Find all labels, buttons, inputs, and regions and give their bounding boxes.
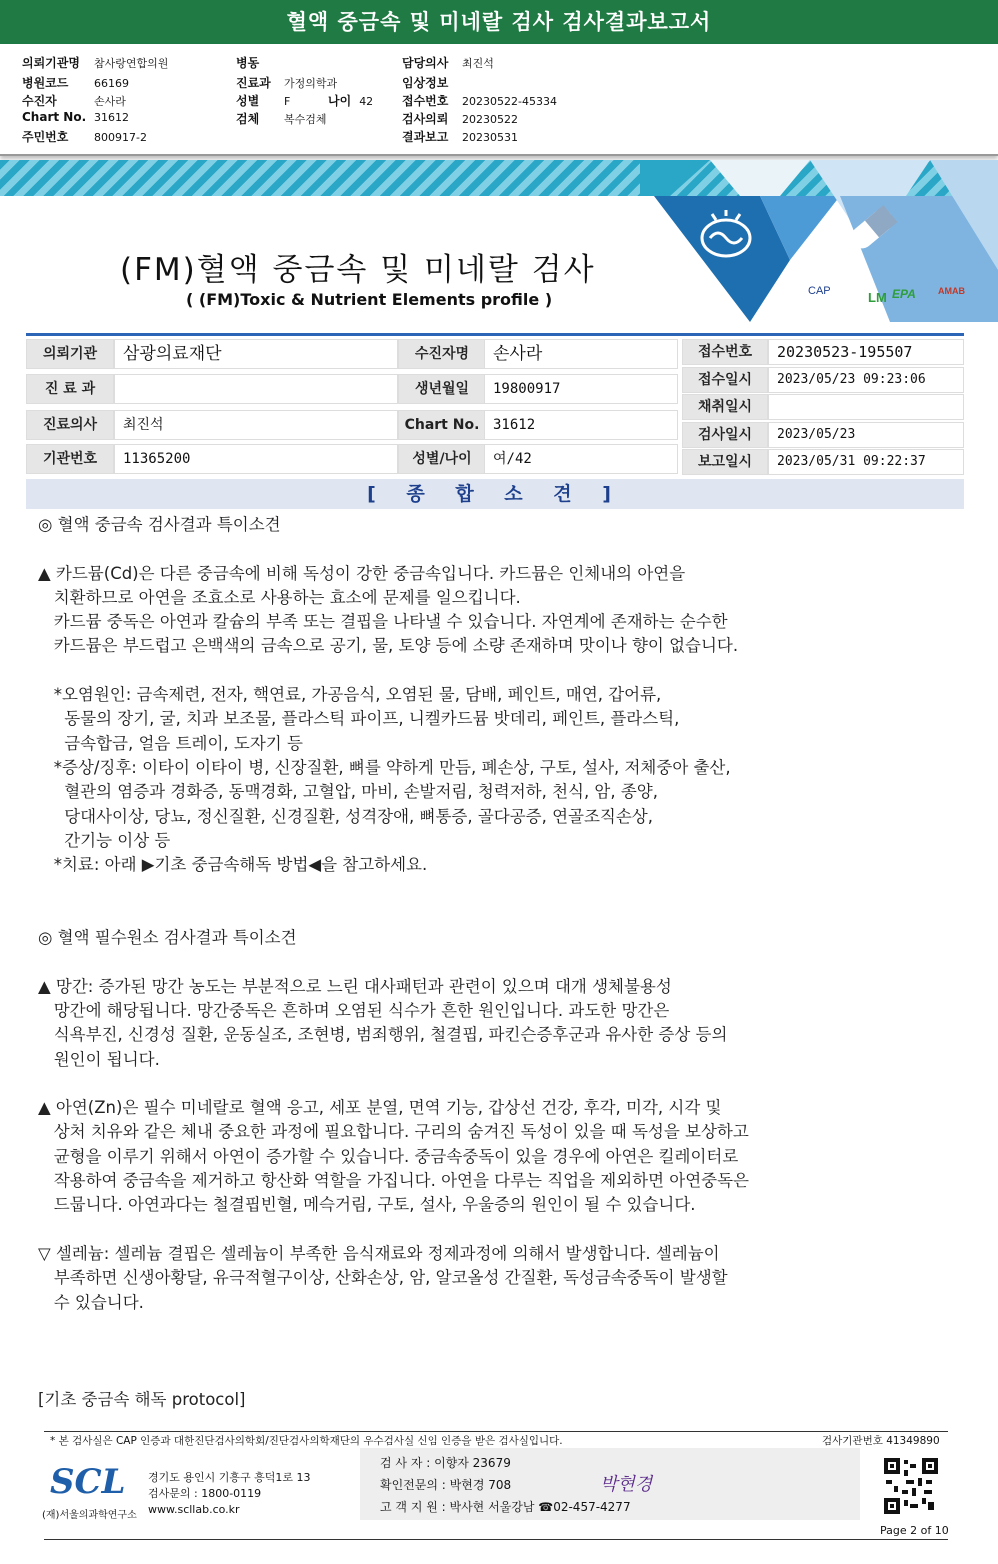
top-info-item: 검사의뢰 20230522 xyxy=(402,112,518,126)
body-line: 상처 치유와 같은 체내 중요한 과정에 필요합니다. 구리의 숨겨진 독성이 있을 때 독성을 보상하고 xyxy=(38,1122,749,1142)
body-line: 망간에 해당됩니다. 망간중독은 흔하며 오염된 식수가 흔한 원인입니다. 과도한 망간은 xyxy=(38,1000,670,1020)
report-title: (FM)혈액 중금속 및 미네랄 검사 xyxy=(120,252,596,288)
svg-text:CAP: CAP xyxy=(808,285,831,297)
body-line: 금속합금, 얼음 트레이, 도자기 등 xyxy=(38,733,303,753)
body-line xyxy=(38,659,938,683)
info-value xyxy=(768,394,964,420)
qr-code-icon[interactable] xyxy=(884,1458,938,1514)
divider xyxy=(44,1539,948,1540)
body-line: ▲ 아연(Zn)은 필수 미네랄로 혈액 응고, 세포 분열, 면역 기능, 갑상선 건강, 후각, 미각, 시각 및 xyxy=(38,1098,722,1118)
body-line: ▽ 셀레늄: 셀레늄 결핍은 셀레늄이 부족한 음식재료와 정제과정에 의해서 발생합니다. 셀레늄이 xyxy=(38,1243,720,1263)
body-line: *증상/징후: 이타이 이타이 병, 신장질환, 뼈를 약하게 만듬, 폐손상, 구토, 설사, 저체중아 출산, xyxy=(38,757,731,777)
body-line: 혈관의 염증과 경화증, 동맥경화, 고혈압, 마비, 손발저림, 청력저하, 천식, 암, 종양, xyxy=(38,782,658,802)
body-line: 균형을 이루기 위해서 아연이 증가할 수 있습니다. 중금속중독이 있을 경우에 아연은 킬레이터로 xyxy=(38,1146,739,1166)
info-value: 손사라 xyxy=(484,339,678,369)
report-top-title: 혈액 중금속 및 미네랄 검사 검사결과보고서 xyxy=(0,0,998,44)
top-info-item: 접수번호 20230522-45334 xyxy=(402,94,557,108)
body-line: 간기능 이상 등 xyxy=(38,830,171,850)
body-line: 당대사이상, 당뇨, 정신질환, 신경질환, 성격장애, 뼈통증, 골다공증, 연골조직손상, xyxy=(38,806,653,826)
body-line: 부족하면 신생아황달, 유극적혈구이상, 산화손상, 암, 알코올성 간질환, 독성금속중독이 발생할 xyxy=(38,1268,728,1288)
info-value: 삼광의료재단 xyxy=(114,339,398,369)
body-line: ◎ 혈액 필수원소 검사결과 특이소견 xyxy=(38,928,297,948)
report-subtitle: ( (FM)Toxic & Nutrient Elements profile ) xyxy=(186,290,553,309)
top-info-item: Chart No. 31612 xyxy=(22,110,129,124)
info-label: 성별/나이 xyxy=(398,444,486,474)
info-label: 채취일시 xyxy=(682,394,768,420)
body-line: *오염원인: 금속제련, 전자, 핵연료, 가공음식, 오염된 물, 담배, 페인트, 매연, 갑어류, xyxy=(38,685,662,705)
summary-heading: [ 종 합 소 견 ] xyxy=(26,479,964,509)
body-line: 수 있습니다. xyxy=(38,1292,144,1312)
website-link[interactable]: www.scllab.co.kr xyxy=(148,1503,240,1516)
top-info-item: 주민번호 800917-2 xyxy=(22,130,147,144)
footer-note: * 본 검사실은 CAP 인증과 대한진단검사의학회/진단검사의학재단의 우수검사실 신임 인증을 받은 검사실입니다. xyxy=(50,1435,563,1447)
confirmer-line: 확인전문의 : 박현경 708 xyxy=(380,1478,512,1492)
divider xyxy=(44,1431,948,1432)
body-line: ◎ 혈액 중금속 검사결과 특이소견 xyxy=(38,515,281,534)
top-info-item: 의뢰기관명 참사랑연합의원 xyxy=(22,56,169,70)
top-info-item: 병동 xyxy=(236,56,260,70)
info-label: 진 료 과 xyxy=(26,374,114,404)
info-label: 접수일시 xyxy=(682,367,768,393)
info-label: 진료의사 xyxy=(26,410,114,440)
body-line xyxy=(38,877,938,901)
top-info-item: 수진자 손사라 xyxy=(22,94,126,108)
body-line: 식욕부진, 신경성 질환, 운동실조, 조현병, 범죄행위, 철결핍, 파킨슨증후군과 유사한 증상 등의 xyxy=(38,1025,728,1045)
svg-text:EPA: EPA xyxy=(892,287,916,301)
info-label: 검사일시 xyxy=(682,422,768,448)
svg-text:LM: LM xyxy=(868,290,887,305)
body-line: 치환하므로 아연을 조효소로 사용하는 효소에 문제를 일으킵니다. xyxy=(38,587,521,607)
header-graphic xyxy=(640,160,998,322)
info-value xyxy=(114,374,398,404)
body-line: 원인이 됩니다. xyxy=(38,1049,160,1069)
phone-line: 검사문의 : 1800-0119 xyxy=(148,1487,262,1500)
info-label: 의뢰기관 xyxy=(26,339,114,369)
scl-logo: SCL xyxy=(50,1462,126,1502)
body-line: [기초 중금속 해독 protocol] xyxy=(38,1389,246,1409)
info-value: 11365200 xyxy=(114,444,398,474)
info-value: 31612 xyxy=(484,410,678,440)
top-info-item: 진료과 가정의학과 xyxy=(236,76,338,90)
body-line xyxy=(38,1072,938,1096)
info-label: 보고일시 xyxy=(682,449,768,475)
info-value: 2023/05/31 09:22:37 xyxy=(768,449,964,475)
svg-text:AMAB: AMAB xyxy=(938,286,965,296)
body-line: 작용하여 중금속을 제거하고 항산화 역할을 가집니다. 아연을 다루는 직업을 제외하면 아연중독은 xyxy=(38,1171,749,1191)
info-label: 기관번호 xyxy=(26,444,114,474)
body-line xyxy=(38,1315,938,1339)
address-line: 경기도 용인시 기흥구 흥덕1로 13 xyxy=(148,1471,311,1484)
info-value: 여/42 xyxy=(484,444,678,474)
body-line: *치료: 아래 ▶기초 중금속해독 방법◀을 참고하세요. xyxy=(38,855,428,875)
body-line xyxy=(38,1339,938,1363)
info-value: 19800917 xyxy=(484,374,678,404)
body-line xyxy=(38,950,938,974)
checker-line: 검 사 자 : 이향자 23679 xyxy=(380,1456,511,1470)
info-label: 접수번호 xyxy=(682,339,768,365)
page-number: Page 2 of 10 xyxy=(880,1524,949,1537)
address-block xyxy=(148,1470,311,1518)
info-label: Chart No. xyxy=(398,410,486,440)
info-value: 20230523-195507 xyxy=(768,339,964,365)
info-value: 최진석 xyxy=(114,410,398,440)
divider xyxy=(26,333,964,336)
body-line xyxy=(38,537,938,561)
body-line: 동물의 장기, 굴, 치과 보조물, 플라스틱 파이프, 니켈카드뮴 밧데리, 페인트, 플라스틱, xyxy=(38,709,680,729)
summary-body xyxy=(38,513,938,1412)
body-line: 카드뮴 중독은 아연과 칼슘의 부족 또는 결핍을 나타낼 수 있습니다. 자연계에 존재하는 순수한 xyxy=(38,612,728,632)
age-item: 나이 42 xyxy=(328,94,374,108)
body-line: ▲ 카드뮴(Cd)은 다른 중금속에 비해 독성이 강한 중금속입니다. 카드뮴은 인체내의 아연을 xyxy=(38,563,686,583)
body-line: 드뭅니다. 아연과다는 철결핍빈혈, 메슥거림, 구토, 설사, 우울증의 원인이 될 수 있습니다. xyxy=(38,1195,696,1215)
top-info-item: 담당의사 최진석 xyxy=(402,56,494,70)
support-line: 고 객 지 원 : 박사현 서울강남 ☎02-457-4277 xyxy=(380,1500,631,1514)
info-value: 2023/05/23 xyxy=(768,422,964,448)
body-line: ▲ 망간: 증가된 망간 농도는 부분적으로 느린 대사패턴과 관련이 있으며 대개 생체불용성 xyxy=(38,976,672,996)
info-value: 2023/05/23 09:23:06 xyxy=(768,367,964,393)
body-line: 카드뮴은 부드럽고 은백색의 금속으로 공기, 물, 토양 등에 소량 존재하며 맛이나 향이 없습니다. xyxy=(38,636,739,656)
top-info-item: 성별 F xyxy=(236,94,291,108)
top-info-item: 검체 복수검체 xyxy=(236,112,327,126)
org-name: (재)서울의과학연구소 xyxy=(42,1510,137,1521)
info-label: 생년월일 xyxy=(398,374,486,404)
info-label: 수진자명 xyxy=(398,339,486,369)
top-info-item: 결과보고 20230531 xyxy=(402,130,518,144)
top-info-item: 임상정보 xyxy=(402,76,449,90)
top-info-item: 병원코드 66169 xyxy=(22,76,129,90)
body-line xyxy=(38,1363,938,1387)
body-line xyxy=(38,1218,938,1242)
body-line xyxy=(38,902,938,926)
top-info-panel xyxy=(0,44,998,156)
agency-code: 검사기관번호 41349890 xyxy=(822,1435,940,1447)
signature: 박현경 xyxy=(600,1474,653,1495)
